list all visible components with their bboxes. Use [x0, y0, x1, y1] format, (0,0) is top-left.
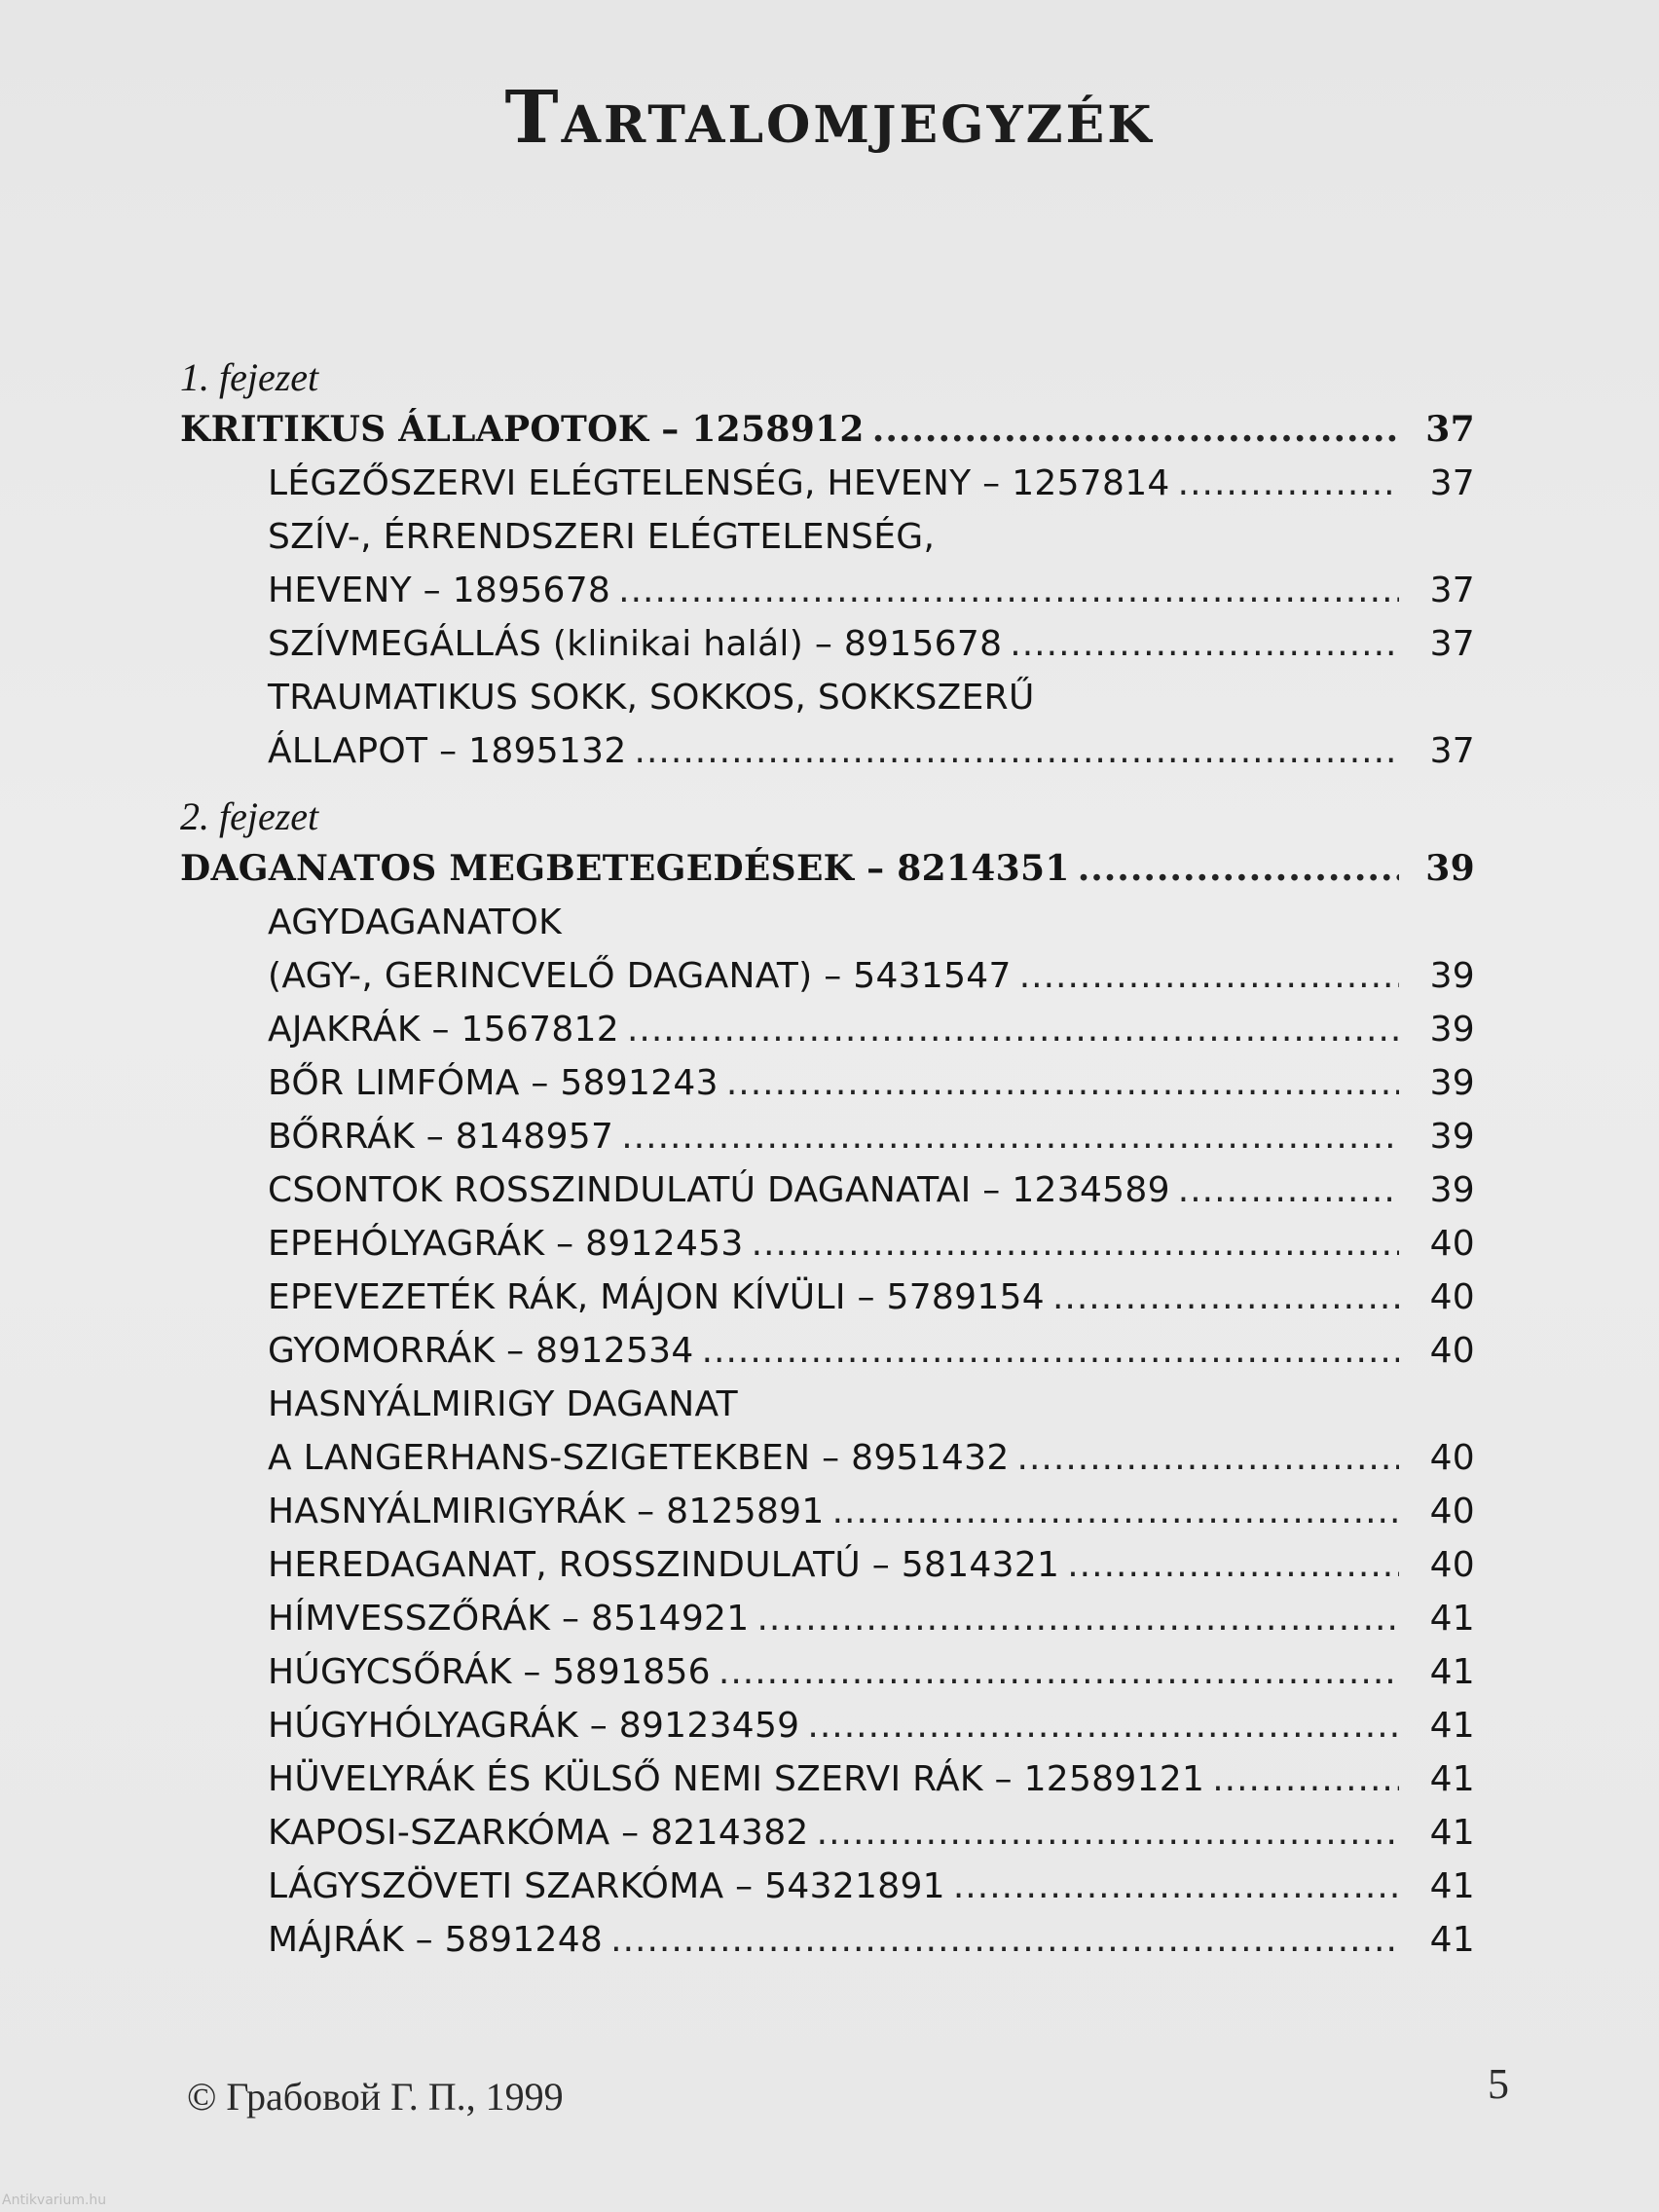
- toc-entry-row[interactable]: [180, 1163, 1475, 1217]
- dot-leader: [807, 1699, 1399, 1752]
- toc-entry-row[interactable]: [180, 949, 1475, 1003]
- toc-entry-text: LÁGYSZÖVETI SZARKÓMA – 54321891: [268, 1866, 945, 1906]
- toc-entry-row[interactable]: [180, 1110, 1475, 1163]
- toc-entry-text: SZÍV-, ÉRRENDSZERI ELÉGTELENSÉG,: [268, 517, 936, 557]
- toc-entry-page-number: 37: [1429, 571, 1475, 610]
- toc-entry-page-number: 41: [1429, 1652, 1475, 1692]
- toc-entry-text: HÍMVESSZŐRÁK – 8514921: [268, 1599, 750, 1639]
- toc-entry-page-number: 39: [1429, 1117, 1475, 1157]
- toc-entry-text: HÚGYHÓLYAGRÁK – 89123459: [268, 1706, 800, 1746]
- toc-entry-row[interactable]: [180, 1056, 1475, 1110]
- chapter-label: 1. fejezet: [180, 355, 319, 399]
- toc-entry-row[interactable]: [180, 510, 1475, 564]
- dot-leader: [635, 724, 1399, 778]
- toc-entry-row[interactable]: [180, 457, 1475, 510]
- toc-entry-page-number: 40: [1429, 1545, 1475, 1585]
- page-title: Tartalomjegyzék: [504, 76, 1155, 160]
- dot-leader: [752, 1217, 1399, 1271]
- dot-leader: [627, 1003, 1399, 1056]
- toc-entry-row[interactable]: [180, 617, 1475, 671]
- toc-entry-text: HASNYÁLMIRIGYRÁK – 8125891: [268, 1492, 825, 1531]
- toc-entry-text: KAPOSI-SZARKÓMA – 8214382: [268, 1813, 809, 1853]
- toc-entry-text: HÚGYCSŐRÁK – 5891856: [268, 1652, 711, 1692]
- dot-leader: [702, 1324, 1399, 1378]
- toc-entry-text: HEVENY – 1895678: [268, 571, 611, 610]
- chapter-heading-row[interactable]: [180, 403, 1475, 457]
- toc-entry-page-number: 39: [1429, 1010, 1475, 1050]
- toc-entry-row[interactable]: [180, 1592, 1475, 1645]
- toc-entry-text: GYOMORRÁK – 8912534: [268, 1331, 694, 1371]
- toc-entry-row[interactable]: [180, 564, 1475, 617]
- toc-entry-row[interactable]: [180, 1324, 1475, 1378]
- toc-entry-page-number: 40: [1429, 1438, 1475, 1478]
- toc-entry-text: ÁLLAPOT – 1895132: [268, 731, 627, 771]
- chapter-spacer: [180, 778, 1475, 792]
- toc-entry-row[interactable]: [180, 1485, 1475, 1538]
- chapter-label: 2. fejezet: [180, 794, 319, 838]
- dot-leader: [719, 1645, 1399, 1699]
- chapter-page-number: 37: [1425, 409, 1475, 450]
- toc-entry-text: SZÍVMEGÁLLÁS (klinikai halál) – 8915678: [268, 624, 1003, 664]
- toc-entry-page-number: 40: [1429, 1492, 1475, 1531]
- toc-entry-page-number: 41: [1429, 1706, 1475, 1746]
- chapter-heading: DAGANATOS MEGBETEGEDÉSEK – 8214351: [180, 848, 1070, 889]
- dot-leader: [953, 1860, 1399, 1913]
- dot-leader: [872, 403, 1399, 457]
- watermark-text: Antikvarium.hu: [2, 2193, 107, 2208]
- toc-entry-text: HEREDAGANAT, ROSSZINDULATÚ – 5814321: [268, 1545, 1060, 1585]
- toc-entry-text: HÜVELYRÁK ÉS KÜLSŐ NEMI SZERVI RÁK – 12589121: [268, 1759, 1205, 1799]
- toc-entry-page-number: 41: [1429, 1813, 1475, 1853]
- dot-leader: [726, 1056, 1399, 1110]
- toc-entry-page-number: 37: [1429, 731, 1475, 771]
- toc-entry-row[interactable]: [180, 671, 1475, 724]
- dot-leader: [817, 1806, 1399, 1860]
- toc-entry-row[interactable]: [180, 1271, 1475, 1324]
- toc-entry-row[interactable]: [180, 1431, 1475, 1485]
- toc-entry-page-number: 40: [1429, 1331, 1475, 1371]
- toc-entry-page-number: 41: [1429, 1920, 1475, 1960]
- table-of-contents: [180, 352, 1475, 1967]
- dot-leader: [1019, 949, 1399, 1003]
- dot-leader: [1052, 1271, 1399, 1324]
- dot-leader: [1067, 1538, 1399, 1592]
- toc-entry-text: CSONTOK ROSSZINDULATÚ DAGANATAI – 1234589: [268, 1170, 1170, 1210]
- dot-leader: [756, 1592, 1399, 1645]
- toc-entry-text: BŐRRÁK – 8148957: [268, 1117, 614, 1157]
- chapter-heading: KRITIKUS ÁLLAPOTOK – 1258912: [180, 409, 865, 450]
- toc-entry-page-number: 39: [1429, 1063, 1475, 1103]
- toc-entry-page-number: 40: [1429, 1224, 1475, 1264]
- dot-leader: [1017, 1431, 1399, 1485]
- dot-leader: [610, 1913, 1399, 1967]
- chapter-page-number: 39: [1425, 848, 1475, 889]
- toc-entry-page-number: 37: [1429, 463, 1475, 503]
- toc-entry-text: EPEHÓLYAGRÁK – 8912453: [268, 1224, 744, 1264]
- toc-entry-text: BŐR LIMFÓMA – 5891243: [268, 1063, 719, 1103]
- toc-entry-row[interactable]: [180, 896, 1475, 949]
- page-number: 5: [1488, 2060, 1509, 2108]
- chapter-heading-row[interactable]: [180, 842, 1475, 896]
- toc-entry-page-number: 39: [1429, 1170, 1475, 1210]
- toc-entry-row[interactable]: [180, 1378, 1475, 1431]
- dot-leader: [621, 1110, 1399, 1163]
- toc-entry-row[interactable]: [180, 1806, 1475, 1860]
- toc-entry-text: AJAKRÁK – 1567812: [268, 1010, 619, 1050]
- copyright-notice: © Грабовой Г. П., 1999: [187, 2075, 564, 2119]
- toc-entry-row[interactable]: [180, 1645, 1475, 1699]
- dot-leader: [1212, 1752, 1399, 1806]
- toc-entry-page-number: 39: [1429, 956, 1475, 996]
- dot-leader: [832, 1485, 1399, 1538]
- toc-entry-row[interactable]: [180, 1860, 1475, 1913]
- toc-entry-text: TRAUMATIKUS SOKK, SOKKOS, SOKKSZERŰ: [268, 678, 1035, 718]
- toc-entry-text: AGYDAGANATOK: [268, 903, 562, 942]
- toc-entry-page-number: 41: [1429, 1759, 1475, 1799]
- toc-entry-row[interactable]: [180, 1913, 1475, 1967]
- toc-entry-row[interactable]: [180, 1699, 1475, 1752]
- toc-entry-page-number: 41: [1429, 1866, 1475, 1906]
- toc-entry-row[interactable]: [180, 1752, 1475, 1806]
- toc-entry-page-number: 37: [1429, 624, 1475, 664]
- dot-leader: [1178, 457, 1399, 510]
- toc-entry-row[interactable]: [180, 1538, 1475, 1592]
- toc-entry-text: (AGY-, GERINCVELŐ DAGANAT) – 5431547: [268, 956, 1012, 996]
- toc-entry-text: LÉGZŐSZERVI ELÉGTELENSÉG, HEVENY – 1257814: [268, 463, 1170, 503]
- toc-entry-text: HASNYÁLMIRIGY DAGANAT: [268, 1384, 738, 1424]
- dot-leader: [1178, 1163, 1399, 1217]
- dot-leader: [1078, 842, 1399, 896]
- toc-entry-text: EPEVEZETÉK RÁK, MÁJON KÍVÜLI – 5789154: [268, 1277, 1045, 1317]
- toc-entry-page-number: 40: [1429, 1277, 1475, 1317]
- toc-entry-text: MÁJRÁK – 5891248: [268, 1920, 604, 1960]
- toc-entry-row[interactable]: [180, 1217, 1475, 1271]
- toc-entry-text: A LANGERHANS-SZIGETEKBEN – 8951432: [268, 1438, 1010, 1478]
- dot-leader: [1010, 617, 1399, 671]
- dot-leader: [618, 564, 1399, 617]
- toc-entry-row[interactable]: [180, 1003, 1475, 1056]
- toc-entry-row[interactable]: [180, 724, 1475, 778]
- toc-entry-page-number: 41: [1429, 1599, 1475, 1639]
